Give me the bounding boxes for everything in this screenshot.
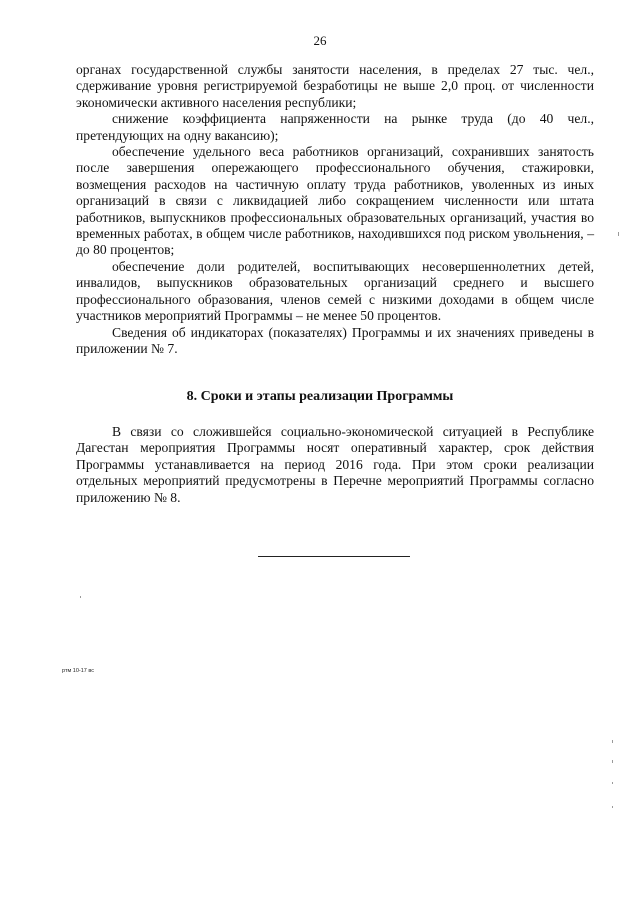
scan-speck xyxy=(618,232,619,236)
scan-speck xyxy=(612,806,613,808)
section-heading: 8. Сроки и этапы реализации Программы xyxy=(186,389,454,404)
page-number: 26 xyxy=(313,33,327,48)
scan-speck xyxy=(612,740,613,743)
paragraph-parents-share: обеспечение доли родителей, воспитывающих несовершеннолетних детей, инвалидов, выпускников образовательных организаций среднего и высшего профессионального образования, членов семей с низкими доходами в общем числе участников мероприятий Программы – не менее 50 процентов. xyxy=(76,258,594,324)
paragraph-program-timeline: В связи со сложившейся социально-экономической ситуацией в Республике Дагестан мероприятия Программы носят оперативный характер, срок действия Программы устанавливается на период 2016 года. При этом сроки реализации отдельных мероприятий предусмотрены в Перечне мероприятий Программы согласно приложению № 8. xyxy=(76,424,594,505)
section-body xyxy=(76,424,594,506)
scan-speck xyxy=(612,760,613,763)
paragraph-indicators-reference: Сведения об индикаторах (показателях) Программы и их значениях приведены в приложении № 7. xyxy=(76,324,594,356)
separator-line xyxy=(258,556,410,557)
scan-speck xyxy=(612,782,613,784)
footer-code: ртм 10-17 вс xyxy=(62,668,94,674)
paragraph-unemployment: органах государственной службы занятости населения, в пределах 27 тыс. чел., сдерживание уровня регистрируемой безработицы не выше 2,0 проц. от численности экономически активного населения республики; xyxy=(76,62,594,110)
scan-speck xyxy=(80,596,81,598)
paragraph-labor-market-tension: снижение коэффициента напряженности на рынке труда (до 40 чел., претендующих на одну вакансию); xyxy=(76,111,594,143)
paragraph-retained-employment: обеспечение удельного веса работников организаций, сохранивших занятость после завершения опережающего профессионального обучения, стажировки, возмещения расходов на частичную оплату труда работников, уволенных из иных организаций в связи с ликвидацией либо сокращением численности или штата работников, выпускников профессиональных образовательных организаций, участия во временных работах, в общем числе работников, находившихся под риском увольнения, – до 80 процентов; xyxy=(76,144,594,258)
body-text xyxy=(76,62,594,357)
